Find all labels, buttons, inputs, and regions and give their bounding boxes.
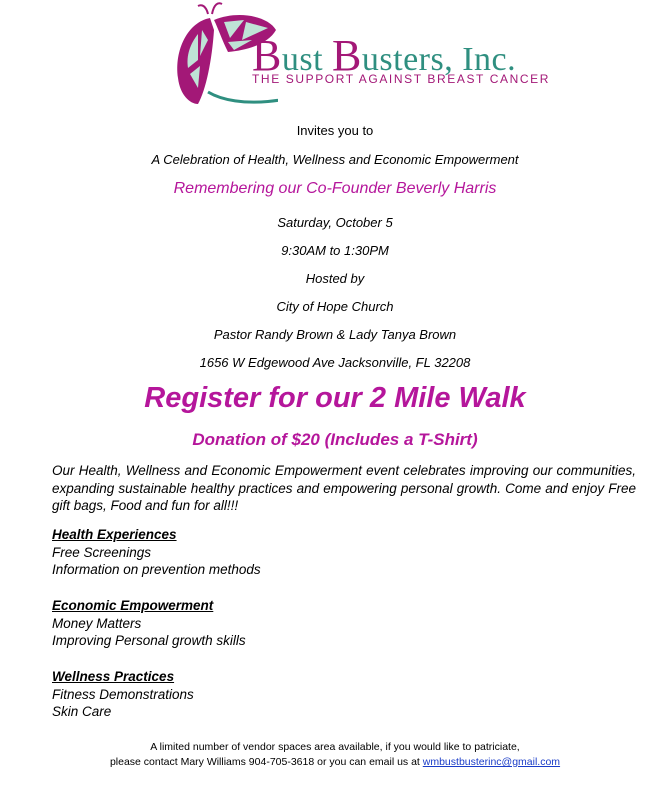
logo-word-2: usters, Inc. (361, 41, 517, 78)
section-heading: Economic Empowerment (52, 598, 214, 613)
host-name: City of Hope Church (276, 299, 394, 314)
section-item: Improving Personal growth skills (52, 633, 246, 648)
email-link[interactable]: wmbustbusterinc@gmail.com (422, 756, 561, 768)
invite-line: Invites you to (296, 123, 374, 138)
section-health (52, 526, 261, 579)
event-title: A Celebration of Health, Wellness and Economic Empowerment (151, 152, 519, 167)
logo-word-1: ust (281, 41, 324, 78)
logo-initial-2: B (332, 31, 362, 80)
remembrance-line: Remembering our Co-Founder Beverly Harris (173, 180, 497, 197)
section-economic (52, 597, 246, 650)
section-item: Information on prevention methods (52, 562, 261, 577)
hosted-by-label: Hosted by (305, 271, 365, 286)
logo-initial-1: B (252, 31, 282, 80)
footer-line-2 (0, 755, 670, 770)
section-item: Skin Care (52, 704, 112, 719)
event-address: 1656 W Edgewood Ave Jacksonville, FL 32208 (199, 355, 471, 370)
footer-contact-text: please contact Mary Williams 904-705-3618 or you can email us at (109, 756, 423, 768)
section-wellness (52, 668, 194, 721)
footer-line-1: A limited number of vendor spaces area available, if you would like to patriciate, (150, 741, 520, 753)
section-item: Money Matters (52, 615, 142, 631)
section-heading: Health Experiences (52, 527, 177, 542)
event-time: 9:30AM to 1:30PM (281, 243, 389, 258)
event-description: Our Health, Wellness and Economic Empowerment event celebrates improving our communities, expanding sustainable healthy practices and empowering personal growth. Come and enjoy Free gift bags, Food and fun for all!!! (52, 463, 636, 513)
vendor-footer (0, 740, 670, 770)
logo-tagline: THE SUPPORT AGAINST BREAST CANCER (252, 72, 550, 86)
walk-headline: Register for our 2 Mile Walk (144, 382, 526, 414)
donation-line: Donation of $20 (Includes a T-Shirt) (192, 430, 478, 449)
event-date: Saturday, October 5 (277, 215, 393, 230)
pastors-line: Pastor Randy Brown & Lady Tanya Brown (213, 327, 457, 342)
section-heading: Wellness Practices (52, 669, 175, 684)
section-item: Free Screenings (52, 544, 152, 560)
section-item: Fitness Demonstrations (52, 686, 194, 702)
